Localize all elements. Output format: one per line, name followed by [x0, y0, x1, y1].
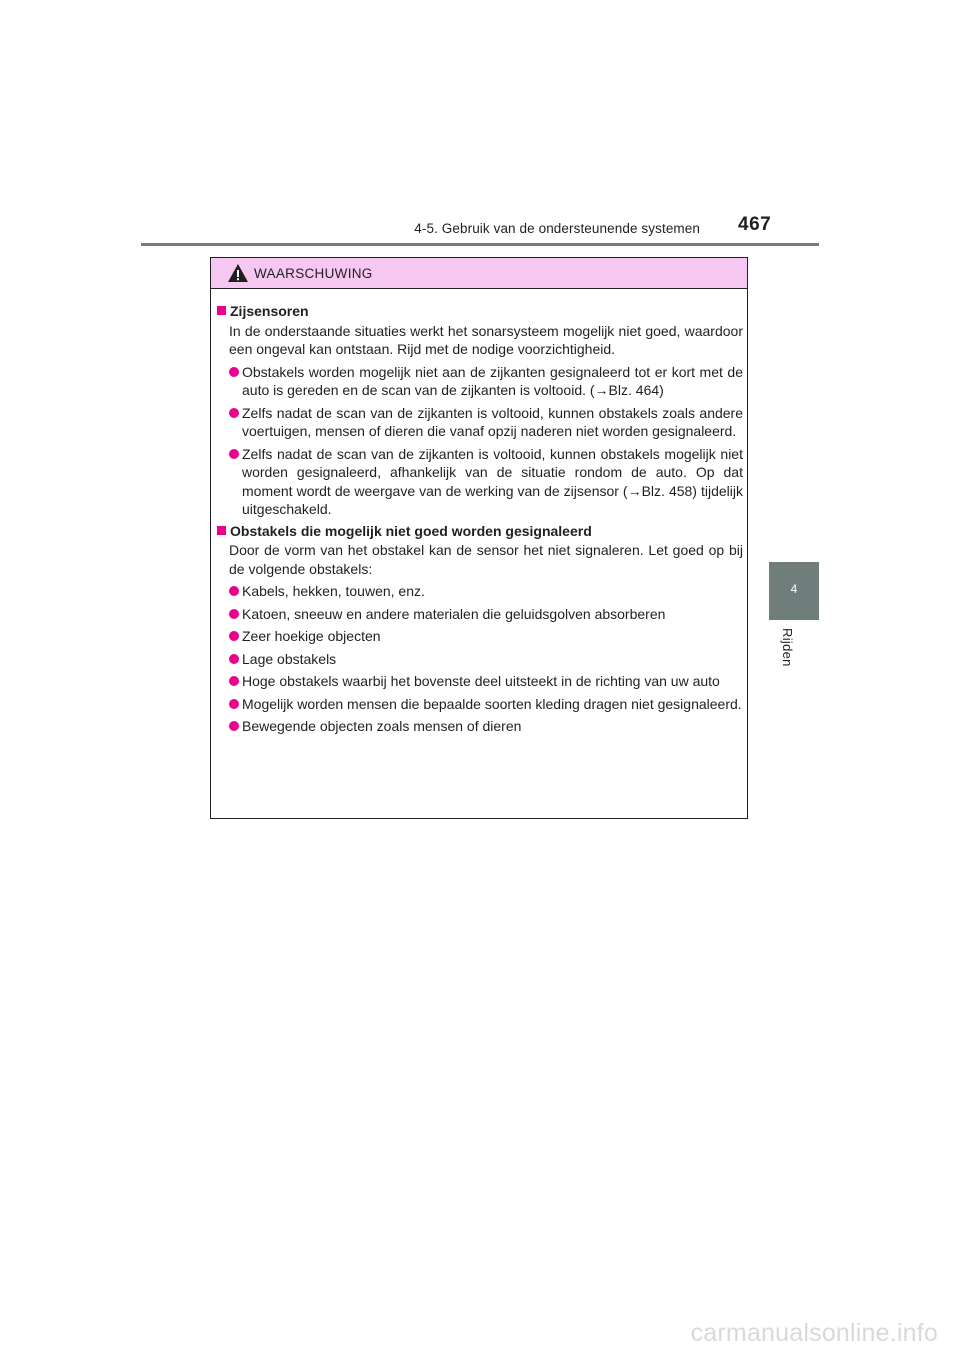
list-item-text: Zelfs nadat de scan van de zijkanten is voltooid, kunnen obstakels zoals andere voertuigen, mensen of dieren die vanaf opzij naderen niet worden gesignaleerd. [242, 404, 743, 439]
header-rule [141, 243, 819, 246]
square-bullet-icon [217, 306, 226, 315]
section-undetected-obstacles [217, 522, 743, 736]
list-item [229, 363, 743, 400]
chapter-tab [769, 562, 819, 620]
list-item-text: Zelfs nadat de scan van de zijkanten is voltooid, kunnen obstakels mogelijk niet worden gesignaleerd, afhankelijk van de situatie rondom de auto. Op dat moment wordt de weergave van de werking van de zijsensor (→Blz. 458) tijdelijk uitgeschakeld. [242, 445, 743, 517]
chapter-label: Rijden [780, 628, 795, 667]
circle-bullet-icon [229, 609, 239, 619]
list-item [229, 672, 743, 691]
list-item [229, 717, 743, 736]
warning-box [210, 257, 748, 819]
list-item-text: Zeer hoekige objecten [242, 628, 381, 644]
list-item-text: Bewegende objecten zoals mensen of dieren [242, 718, 522, 734]
warning-title: WAARSCHUWING [254, 266, 373, 281]
warning-triangle-icon [227, 263, 249, 288]
circle-bullet-icon [229, 699, 239, 709]
section-title-text: Zijsensoren [230, 303, 309, 319]
circle-bullet-icon [229, 367, 239, 377]
list-item [229, 650, 743, 669]
warning-content [217, 302, 743, 736]
list-item [229, 695, 743, 714]
list-item [229, 582, 743, 601]
circle-bullet-icon [229, 631, 239, 641]
section-title [217, 522, 743, 541]
circle-bullet-icon [229, 654, 239, 664]
watermark: carmanualsonline.info [690, 1319, 938, 1347]
list-item [229, 445, 743, 519]
circle-bullet-icon [229, 721, 239, 731]
circle-bullet-icon [229, 408, 239, 418]
list-item [229, 627, 743, 646]
section-intro: In de onderstaande situaties werkt het sonarsysteem mogelijk niet goed, waardoor een ongeval kan ontstaan. Rijd met de nodige voorzichtigheid. [229, 322, 743, 357]
section-header-title: 4-5. Gebruik van de ondersteunende systemen [414, 221, 700, 236]
list-item-text: Mogelijk worden mensen die bepaalde soorten kleding dragen niet gesignaleerd. [242, 695, 742, 712]
list-item-text: Lage obstakels [242, 650, 337, 667]
list-item [229, 404, 743, 441]
list-item-text: Katoen, sneeuw en andere materialen die geluidsgolven absorberen [242, 605, 666, 622]
section-intro: Door de vorm van het obstakel kan de sensor het niet signaleren. Let goed op bij de volgende obstakels: [229, 542, 743, 577]
page-number: 467 [738, 214, 772, 235]
square-bullet-icon [217, 526, 226, 535]
chapter-tab-number: 4 [790, 582, 798, 596]
section-side-sensors [217, 302, 743, 519]
circle-bullet-icon [229, 586, 239, 596]
section-title [217, 302, 743, 321]
circle-bullet-icon [229, 449, 239, 459]
section-title-text: Obstakels die mogelijk niet goed worden gesignaleerd [230, 522, 592, 539]
list-item-text: Obstakels worden mogelijk niet aan de zijkanten gesignaleerd tot er kort met de auto is gereden en de scan van de zijkanten is voltooid. (→Blz. 464) [242, 363, 743, 398]
list-item-text: Kabels, hekken, touwen, enz. [242, 583, 425, 599]
list-item [229, 605, 743, 624]
circle-bullet-icon [229, 676, 239, 686]
warning-header [211, 258, 747, 289]
list-item-text: Hoge obstakels waarbij het bovenste deel uitsteekt in de richting van uw auto [242, 673, 720, 689]
